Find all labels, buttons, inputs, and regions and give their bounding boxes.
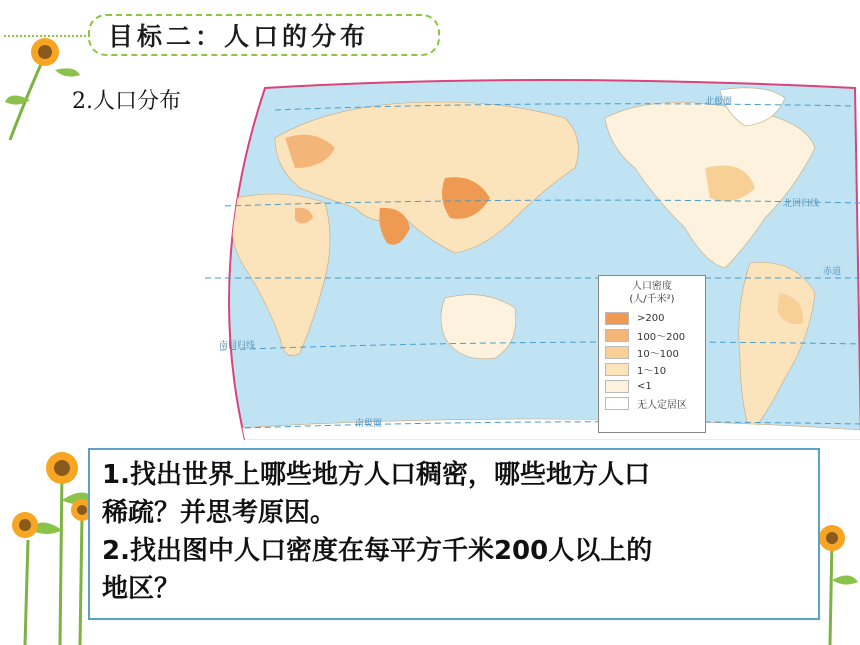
- map-legend: [598, 275, 706, 433]
- legend-title: 人口密度: [632, 281, 672, 292]
- legend-label: 100～200: [637, 332, 686, 343]
- legend-swatch: [605, 312, 629, 325]
- title-dotted-rule: [4, 35, 90, 37]
- question-2-line-1: 2.找出图中人口密度在每平方千米200人以上的: [102, 536, 653, 566]
- question-1-line-2: 稀疏？并思考原因。: [102, 498, 337, 528]
- legend-row: [605, 310, 699, 327]
- legend-label: 1～10: [637, 366, 667, 377]
- legend-row: [605, 395, 699, 412]
- section-subtitle: 2.人口分布: [72, 89, 181, 114]
- question-1-line-1: 1.找出世界上哪些地方人口稠密，哪些地方人口: [102, 460, 650, 490]
- legend-label: 无人定居区: [637, 400, 687, 411]
- legend-swatch: [605, 380, 629, 393]
- world-map-svg: [205, 78, 860, 440]
- legend-label: 10～100: [637, 349, 679, 360]
- tropic-of-capricorn-label: 南回归线: [219, 341, 256, 351]
- tropic-of-cancer-label: 北回归线: [783, 199, 820, 209]
- legend-row: [605, 361, 699, 378]
- legend-row: [605, 378, 699, 395]
- legend-swatch: [605, 397, 629, 410]
- population-density-map: [205, 78, 860, 440]
- equator-label: 赤道: [823, 267, 842, 277]
- title-box: [88, 14, 440, 56]
- legend-label: <1: [637, 381, 652, 392]
- legend-row: [605, 327, 699, 344]
- legend-unit: (人/千米²): [629, 294, 675, 305]
- legend-swatch: [605, 346, 629, 359]
- arctic-circle-label: 北极圈: [705, 97, 733, 107]
- antarctic-circle-label: 南极圈: [355, 419, 383, 429]
- question-2-line-2: 地区？: [102, 574, 181, 604]
- legend-row: [605, 344, 699, 361]
- legend-swatch: [605, 363, 629, 376]
- question-box: [88, 448, 820, 620]
- legend-swatch: [605, 329, 629, 342]
- page-title: 目标二：人口的分布: [108, 22, 370, 51]
- legend-label: >200: [637, 313, 665, 324]
